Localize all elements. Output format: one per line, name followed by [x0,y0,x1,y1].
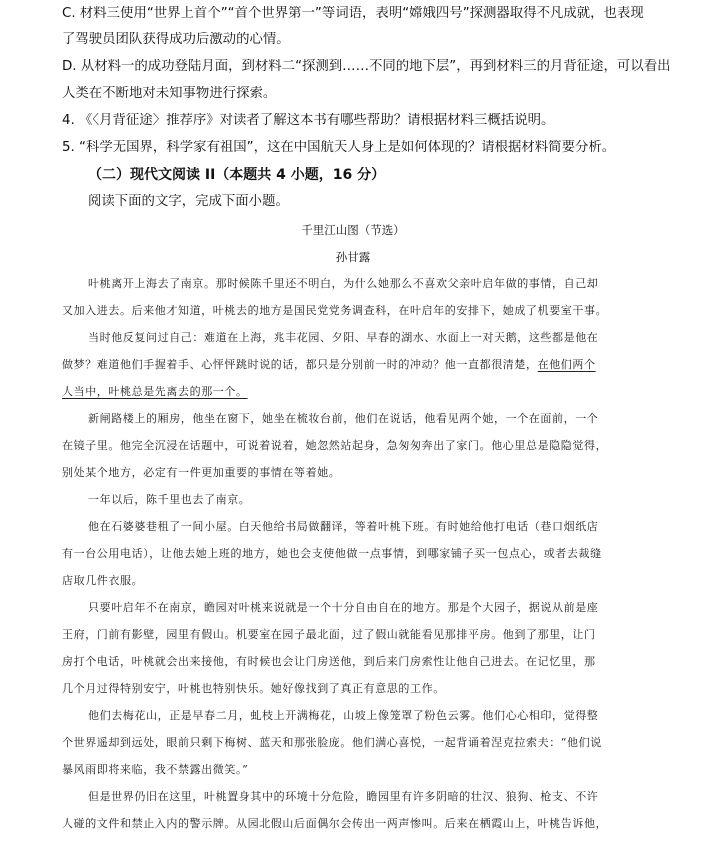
essay-title: 千里江山图（节选） [301,223,405,237]
underlined-phrase: 在他们两个 [537,358,596,371]
essay-line: 一年以后，陈千里也去了南京。 [88,493,251,506]
essay-line: 几个月过得特别安宁，叶桃也特别快乐。她好像找到了真正有意思的工作。 [62,682,445,695]
option-c-line-1: C. 材料三使用“世界上首个”“首个世界第一”等词语，表明“嫦娥四号”探测器取得不凡成就，也表现 [62,6,644,21]
essay-line: 当时他反复问过自己：难道在上海，兆丰花园、夕阳、早春的湖水、水面上一对天鹅，这些都是他在 [88,331,599,344]
essay-line: 在镜子里。他完全沉浸在话题中，可说着说着，她忽然站起身，急匆匆奔出了家门。他心里总是隐隐觉得， [62,439,608,452]
section-instruction: 阅读下面的文字，完成下面小题。 [88,194,289,209]
essay-line [62,357,596,373]
essay-line-text: 做梦？难道他们手握着手、心怦怦跳时说的话，都只是分别前一时的冲动？他一直都很清楚， [62,358,538,371]
essay-line: 有一台公用电话），让他去她上班的地方，她也会支使他做一点事情，到哪家铺子买一包点心，或者去裁缝 [62,547,602,560]
essay-line: 新闸路楼上的厢房，他坐在窗下，她坐在梳妆台前，他们在说话，他看见两个她，一个在面前，一个 [88,412,599,425]
essay-line: 房打个电话，叶桃就会出来接他，有时候也会让门房送他，到后来门房索性让他自己进去。在记忆里，那 [62,655,596,668]
question-4: 4. 《〈月背征途〉推荐序》对读者了解这本书有哪些帮助？请根据材料三概括说明。 [62,113,555,128]
option-d-line-2: 人类在不断地对未知事物进行探索。 [62,86,277,101]
essay-line: 王府，门前有影壁，园里有假山。机要室在园子最北面，过了假山就能看见那排平房。他到了那里，让门 [62,628,596,641]
essay-line: 他们去梅花山，正是早春二月，虬枝上开满梅花，山坡上像笼罩了粉色云雾。他们心心相印，觉得整 [88,709,599,722]
essay-line-underlined: 人当中，叶桃总是先离去的那一个。 [62,385,248,398]
option-d-line-1: D. 从材料一的成功登陆月面，到材料二“探测到……不同的地下层”，再到材料三的月背征途，可以看出 [62,59,671,74]
essay-line: 店取几件衣服。 [62,574,144,587]
question-5: 5. “科学无国界，科学家有祖国”，这在中国航天人身上是如何体现的？请根据材料简要分析。 [62,140,616,155]
essay-line: 别处某个地方，必定有一件更加重要的事情在等着她。 [62,466,341,479]
essay-line: 又加入进去。后来他才知道，叶桃去的地方是国民党党务调查科，在叶启年的安排下，她成了机要室干事。 [62,304,608,317]
essay-line: 人碰的文件和禁止入内的警示牌。从园北假山后面偶尔会传出一两声惨叫。后来在栖霞山上，叶桃告诉他， [62,817,608,830]
essay-line: 暴风雨即将来临，我不禁露出微笑。” [62,763,249,776]
essay-line: 他在石婆婆巷租了一间小屋。白天他给书局做翻译，等着叶桃下班。有时她给他打电话（巷口烟纸店 [88,520,599,533]
essay-author: 孙甘露 [335,250,371,264]
essay-line: 但是世界仍旧在这里，叶桃置身其中的环境十分危险，瞻园里有许多阴暗的壮汉、狼狗、枪支、不许 [88,790,599,803]
option-c-line-2: 了驾驶员团队获得成功后激动的心情。 [62,32,290,47]
essay-line: 叶桃离开上海去了南京。那时候陈千里还不明白，为什么她那么不喜欢父亲叶启年做的事情，自己却 [88,277,599,290]
essay-line: 只要叶启年不在南京，瞻园对叶桃来说就是一个十分自由自在的地方。那是个大园子，据说从前是座 [88,601,599,614]
essay-line: 个世界遥却到远处，眼前只剩下梅树、蓝天和那张脸庞。他们满心喜悦，一起背诵着涅克拉索夫：“他们说 [62,736,602,749]
section-heading: （二）现代文阅读 II（本题共 4 小题，16 分） [88,167,386,183]
